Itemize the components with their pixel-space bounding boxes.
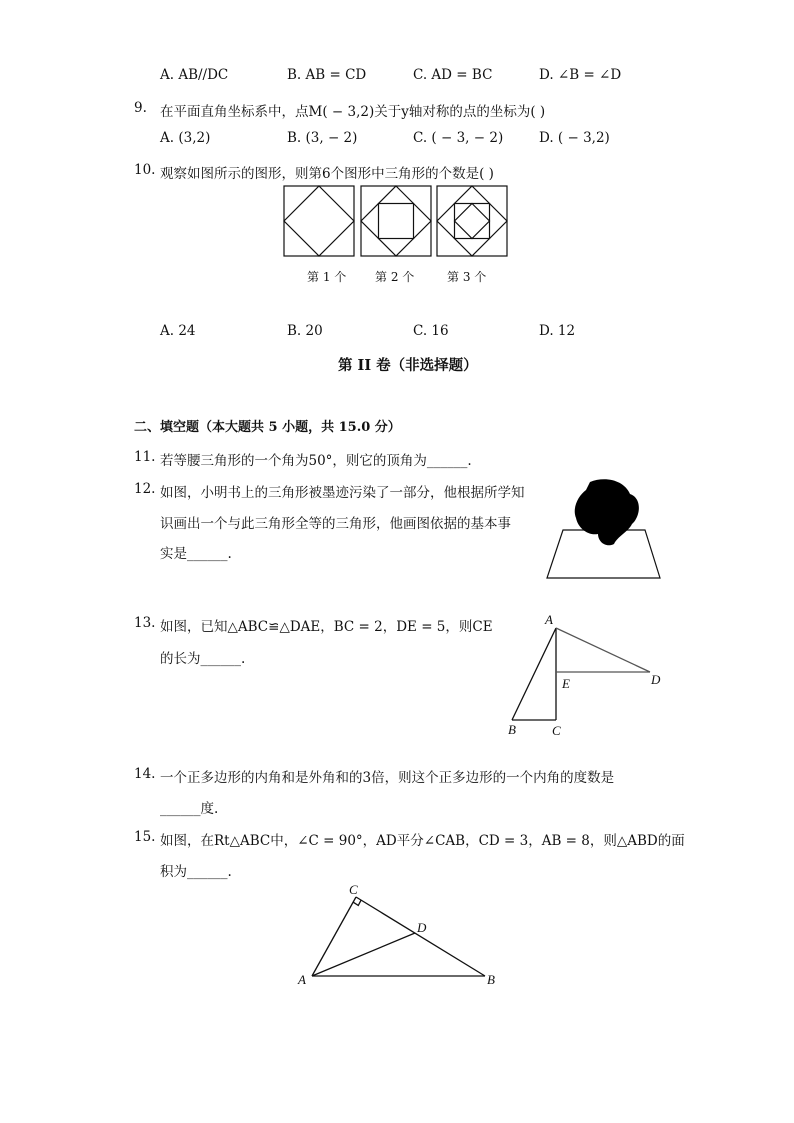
q12-line-2: 识画出一个与此三角形全等的三角形，他画图依据的基本事 (160, 516, 511, 532)
q10-number: 10. (134, 162, 156, 178)
q12-number: 12. (134, 481, 156, 497)
q10-figure-3 (437, 186, 507, 256)
q10-figure-2 (361, 186, 431, 256)
q15-number: 15. (134, 829, 156, 845)
q12-line-1: 如图，小明书上的三角形被墨迹污染了一部分，他根据所学知 (160, 485, 525, 501)
q13-label-a: A (545, 612, 553, 627)
q15-line-1: 如图，在Rt△ABC中，∠C = 90°，AD平分∠CAB，CD = 3，AB = 8，则△ABD的面 (160, 833, 685, 849)
q13-number: 13. (134, 615, 156, 631)
q13-line-1: 如图，已知△ABC≌△DAE，BC = 2，DE = 5，则CE (160, 619, 493, 635)
q10-stem: 观察如图所示的图形，则第6个图形中三角形的个数是( ) (160, 166, 494, 182)
q8-option-c: C. AD = BC (413, 67, 493, 83)
ink-blot (575, 479, 639, 545)
q15-label-c: C (349, 882, 358, 897)
q9-option-c: C. ( − 3, − 2) (413, 130, 504, 146)
part2-title: 第 II 卷（非选择题） (338, 357, 478, 374)
q10-option-a: A. 24 (160, 323, 196, 339)
q13-label-e: E (562, 676, 570, 691)
q14-line-1: 一个正多边形的内角和是外角和的3倍，则这个正多边形的一个内角的度数是 (160, 770, 615, 786)
q13-line-2: 的长为______. (160, 651, 246, 667)
q15-label-b: B (487, 972, 495, 987)
q14-number: 14. (134, 766, 156, 782)
q15-line-2: 积为______. (160, 864, 232, 880)
q9-option-b: B. (3, − 2) (287, 130, 358, 146)
q11-number: 11. (134, 449, 156, 465)
q11-stem: 若等腰三角形的一个角为50°，则它的顶角为______. (160, 453, 472, 469)
q13-label-c: C (552, 723, 561, 738)
q10-figure-label-2: 第 2 个 (375, 270, 415, 284)
q14-line-2: ______度. (160, 801, 219, 817)
q8-option-d: D. ∠B = ∠D (539, 67, 622, 83)
q10-option-b: B. 20 (287, 323, 323, 339)
q10-option-d: D. 12 (539, 323, 576, 339)
q10-figure-label-3: 第 3 个 (447, 270, 487, 284)
q15-label-d: D (417, 920, 427, 935)
q9-number: 9. (134, 100, 147, 116)
q15-label-a: A (298, 972, 306, 987)
q12-line-3: 实是______. (160, 546, 232, 562)
q10-figure-label-1: 第 1 个 (307, 270, 347, 284)
q10-figure-1 (284, 186, 354, 256)
section2-header: 二、填空题（本大题共 5 小题，共 15.0 分） (134, 420, 401, 435)
q10-option-c: C. 16 (413, 323, 449, 339)
q9-option-a: A. (3,2) (160, 130, 211, 146)
q9-stem: 在平面直角坐标系中，点M( − 3,2)关于y轴对称的点的坐标为( ) (160, 104, 546, 120)
q8-option-a: A. AB//DC (160, 67, 229, 83)
q8-option-b: B. AB = CD (287, 67, 367, 83)
q13-label-d: D (651, 672, 661, 687)
q9-option-d: D. ( − 3,2) (539, 130, 610, 146)
q13-label-b: B (508, 722, 516, 737)
